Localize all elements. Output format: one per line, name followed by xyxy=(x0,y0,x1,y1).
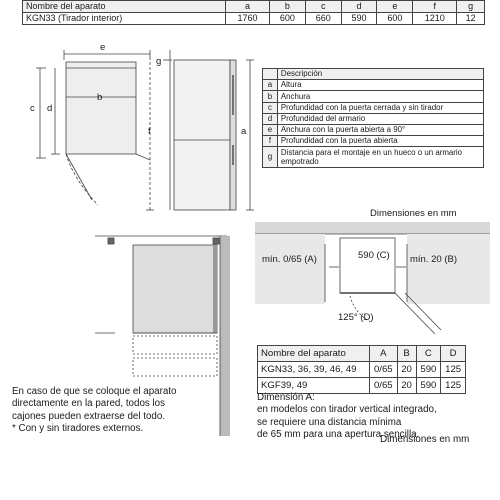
table-row xyxy=(263,91,484,102)
table-cell: 20 xyxy=(397,362,416,378)
table-cell-letter: d xyxy=(263,113,278,124)
plan-label-min-a: mín. 0/65 (A) xyxy=(262,254,317,265)
table-header-row xyxy=(23,1,485,13)
dim-label-c: c xyxy=(30,103,35,114)
table-row xyxy=(263,102,484,113)
plan-label-center-c: 590 (C) xyxy=(358,250,390,261)
model-dimensions-table xyxy=(257,345,466,394)
header-cell-blank xyxy=(263,69,278,80)
header-cell: Nombre del aparato xyxy=(23,1,226,13)
note-line: * Con y sin tiradores externos. xyxy=(12,423,144,435)
header-cell: Nombre del aparato xyxy=(258,346,370,362)
table-cell: KGF39, 49 xyxy=(258,378,370,394)
table-cell: 1210 xyxy=(413,13,457,25)
note-line: cajones pueden extraerse del todo. xyxy=(12,410,166,422)
table-cell-letter: b xyxy=(263,91,278,102)
table-row xyxy=(263,147,484,168)
note-line: en modelos con tirador vertical integrado, xyxy=(257,404,437,416)
table-row xyxy=(23,13,485,25)
dim-label-e: e xyxy=(100,42,106,53)
plan-view-drawing xyxy=(255,222,490,342)
table-cell: KGN33, 36, 39, 46, 49 xyxy=(258,362,370,378)
header-cell: d xyxy=(341,1,377,13)
note-line: En caso de que se coloque el aparato xyxy=(12,386,177,397)
table-cell: KGN33 (Tirador interior) xyxy=(23,13,226,25)
table-cell-letter: c xyxy=(263,102,278,113)
table-cell-text: Altura xyxy=(277,80,483,91)
table-row xyxy=(258,362,466,378)
note-line: Dimensión A: xyxy=(257,392,315,403)
note-line: directamente en la pared, todos los xyxy=(12,398,166,410)
appliance-dimension-diagram xyxy=(0,40,262,230)
table-row xyxy=(263,80,484,91)
table-cell: 20 xyxy=(397,378,416,394)
table-cell-text: Distancia para el montaje en un hueco o un armario empotrado xyxy=(277,147,483,168)
header-cell: e xyxy=(377,1,413,13)
dim-label-d: d xyxy=(47,103,53,114)
header-cell: D xyxy=(441,346,466,362)
table-cell-letter: g xyxy=(263,147,278,168)
header-cell: Descripción xyxy=(277,69,483,80)
header-cell: C xyxy=(416,346,441,362)
table-cell-letter: e xyxy=(263,124,278,135)
table-cell-text: Profundidad con la puerta abierta xyxy=(277,136,483,147)
table-header-row xyxy=(258,346,466,362)
dim-label-b: b xyxy=(97,92,103,103)
table-cell: 590 xyxy=(341,13,377,25)
table-cell: 660 xyxy=(305,13,341,25)
table-cell: 600 xyxy=(377,13,413,25)
header-cell: c xyxy=(305,1,341,13)
table-cell: 0/65 xyxy=(370,362,398,378)
table-cell: 600 xyxy=(269,13,305,25)
header-cell: f xyxy=(413,1,457,13)
table-cell-letter: a xyxy=(263,80,278,91)
table-row xyxy=(263,113,484,124)
table-cell-text: Anchura xyxy=(277,91,483,102)
note-line: de 65 mm para una apertura sencilla. xyxy=(257,429,420,441)
top-view-drawing xyxy=(36,50,154,210)
plan-label-min-b: mín. 20 (B) xyxy=(410,254,457,265)
dim-label-f: f xyxy=(148,126,151,137)
table-cell: 590 xyxy=(416,378,441,394)
table-cell: 125 xyxy=(441,362,466,378)
table-row xyxy=(263,124,484,135)
header-cell: B xyxy=(397,346,416,362)
dimensions-unit-label: Dimensiones en mm xyxy=(370,208,457,219)
dim-label-g: g xyxy=(156,56,162,67)
dimensions-table-kgn33 xyxy=(22,0,485,25)
table-cell-text: Profundidad con la puerta cerrada y sin tirador xyxy=(277,102,483,113)
table-header-row xyxy=(263,69,484,80)
description-table xyxy=(262,68,484,168)
header-cell: A xyxy=(370,346,398,362)
table-cell: 125 xyxy=(441,378,466,394)
header-cell: b xyxy=(269,1,305,13)
plan-label-angle-d: 125° (D) xyxy=(338,312,374,323)
table-cell: 12 xyxy=(457,13,485,25)
wall-placement-note xyxy=(12,386,252,436)
table-cell-text: Profundidad del armario xyxy=(277,113,483,124)
table-cell: 1760 xyxy=(226,13,270,25)
dim-label-a: a xyxy=(241,126,247,137)
table-cell: 0/65 xyxy=(370,378,398,394)
header-cell: a xyxy=(226,1,270,13)
table-cell-text: Anchura con la puerta abierta a 90° xyxy=(277,124,483,135)
table-row xyxy=(263,136,484,147)
table-cell: 590 xyxy=(416,362,441,378)
table-cell-letter: f xyxy=(263,136,278,147)
header-cell: g xyxy=(457,1,485,13)
dimensions-unit-label-bottom: Dimensiones en mm xyxy=(380,434,470,445)
note-line: se requiere una distancia mínima xyxy=(257,416,402,428)
